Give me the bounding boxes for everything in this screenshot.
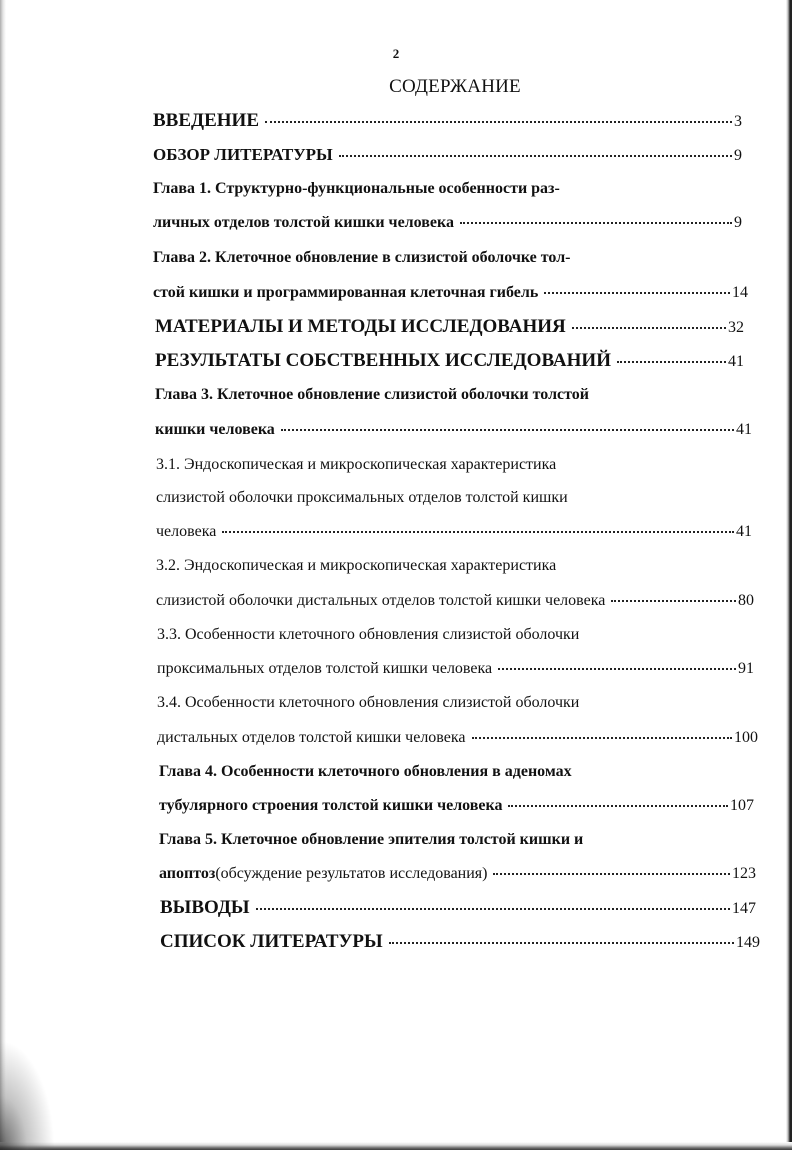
toc-entry-section-3-2-line-1[interactable] xyxy=(156,557,556,575)
toc-entry-text: дистальных отделов толстой кишки человека xyxy=(157,729,466,746)
toc-entry-text: СПИСОК ЛИТЕРАТУРЫ xyxy=(160,931,383,952)
toc-leader-dots xyxy=(472,737,733,739)
toc-entry-results[interactable] xyxy=(155,350,744,372)
toc-title: СОДЕРЖАНИЕ xyxy=(389,76,521,97)
toc-entry-chapter-1-line-2[interactable] xyxy=(153,214,742,232)
toc-entry-text: ВВЕДЕНИЕ xyxy=(153,110,259,131)
toc-entry-page: 107 xyxy=(730,797,754,814)
toc-entry-page: 149 xyxy=(736,934,760,951)
toc-entry-chapter-2-line-1[interactable] xyxy=(153,249,571,267)
toc-entry-text: Глава 4. Особенности клеточного обновления в аденомах xyxy=(159,763,572,780)
scan-right-edge xyxy=(786,0,792,1150)
toc-entry-section-3-4-line-1[interactable] xyxy=(157,694,579,712)
toc-entry-chapter-4-line-1[interactable] xyxy=(159,763,572,781)
toc-leader-dots xyxy=(544,292,730,294)
toc-entry-text: слизистой оболочки дистальных отделов толстой кишки человека xyxy=(156,592,606,609)
toc-entry-section-3-1-line-2[interactable] xyxy=(156,489,568,507)
toc-entry-page: 41 xyxy=(728,353,744,370)
toc-entry-text: кишки человека xyxy=(155,421,275,438)
toc-entry-text: ОБЗОР ЛИТЕРАТУРЫ xyxy=(153,145,333,164)
toc-entry-materials-methods[interactable] xyxy=(155,316,744,338)
toc-leader-dots xyxy=(222,531,734,533)
toc-entry-page: 41 xyxy=(736,421,752,438)
toc-entry-section-3-1-line-1[interactable] xyxy=(156,456,556,474)
toc-entry-page: 100 xyxy=(734,729,758,746)
toc-entry-section-3-3-line-2[interactable] xyxy=(157,660,754,678)
toc-entry-text: тубулярного строения толстой кишки человека xyxy=(159,797,503,814)
toc-entry-text: 3.2. Эндоскопическая и микроскопическая характеристика xyxy=(156,557,557,574)
toc-entry-chapter-2-line-2[interactable] xyxy=(153,284,748,302)
toc-entry-chapter-4-line-2[interactable] xyxy=(159,797,754,815)
toc-leader-dots xyxy=(256,908,730,910)
toc-leader-dots xyxy=(493,873,730,875)
toc-entry-page: 14 xyxy=(732,284,748,301)
toc-entry-page: 3 xyxy=(734,113,742,130)
scan-left-edge xyxy=(0,0,6,1150)
toc-leader-dots xyxy=(389,942,734,944)
toc-leader-dots xyxy=(498,668,736,670)
toc-entry-text: Глава 1. Структурно-функциональные особенности раз- xyxy=(153,180,560,197)
toc-entry-chapter-3-line-2[interactable] xyxy=(155,421,752,439)
toc-entry-text-suffix: (обсуждение результатов исследования) xyxy=(215,865,488,882)
toc-entry-text: РЕЗУЛЬТАТЫ СОБСТВЕННЫХ ИССЛЕДОВАНИЙ xyxy=(155,350,611,371)
toc-entry-conclusions[interactable] xyxy=(160,897,756,919)
scan-corner-shadow xyxy=(0,1040,55,1150)
toc-entry-chapter-5-line-2[interactable] xyxy=(159,865,756,883)
toc-entry-page: 9 xyxy=(734,147,742,164)
toc-entry-references[interactable] xyxy=(160,931,760,953)
toc-entry-text: Глава 3. Клеточное обновление слизистой оболочки толстой xyxy=(155,386,590,403)
toc-entry-text: человека xyxy=(156,523,217,540)
toc-leader-dots xyxy=(281,429,734,431)
toc-entry-text: 3.1. Эндоскопическая и микроскопическая характеристика xyxy=(156,456,557,473)
toc-entry-page: 147 xyxy=(732,900,756,917)
toc-entry-chapter-1-line-1[interactable] xyxy=(153,180,560,198)
toc-entry-text: МАТЕРИАЛЫ И МЕТОДЫ ИССЛЕДОВАНИЯ xyxy=(155,316,566,337)
toc-entry-text: Глава 2. Клеточное обновление в слизистой оболочке тол- xyxy=(153,249,571,266)
toc-entry-section-3-4-line-2[interactable] xyxy=(157,729,758,747)
toc-entry-text: проксимальных отделов толстой кишки человека xyxy=(157,660,493,677)
toc-entry-introduction[interactable] xyxy=(153,110,742,132)
toc-entry-section-3-1-line-3[interactable] xyxy=(156,523,752,541)
toc-entry-page: 80 xyxy=(738,592,754,609)
toc-entry-text: 3.4. Особенности клеточного обновления слизистой оболочки xyxy=(157,694,580,711)
toc-entry-text: апоптоз xyxy=(159,865,216,882)
toc-leader-dots xyxy=(572,327,726,329)
toc-entry-page: 9 xyxy=(734,214,742,231)
toc-entry-page: 41 xyxy=(736,523,752,540)
toc-leader-dots xyxy=(339,155,732,157)
toc-leader-dots xyxy=(265,121,732,123)
toc-entry-page: 32 xyxy=(728,319,744,336)
toc-entry-chapter-3-line-1[interactable] xyxy=(155,386,589,404)
toc-leader-dots xyxy=(617,361,726,363)
toc-leader-dots xyxy=(460,222,732,224)
toc-entry-literature-review[interactable] xyxy=(153,145,742,165)
toc-entry-text: стой кишки и программированная клеточная гибель xyxy=(153,284,539,301)
toc-entry-section-3-2-line-2[interactable] xyxy=(156,592,754,610)
toc-entry-text: Глава 5. Клеточное обновление эпителия толстой кишки и xyxy=(159,831,584,848)
toc-leader-dots xyxy=(508,805,728,807)
toc-entry-chapter-5-line-1[interactable] xyxy=(159,831,583,849)
toc-entry-page: 123 xyxy=(732,865,756,882)
toc-entry-page: 91 xyxy=(738,660,754,677)
scan-bottom-edge xyxy=(0,1142,792,1150)
page-number: 2 xyxy=(392,46,400,61)
toc-leader-dots xyxy=(611,600,736,602)
toc-entry-text: 3.3. Особенности клеточного обновления слизистой оболочки xyxy=(157,626,580,643)
toc-entry-section-3-3-line-1[interactable] xyxy=(157,626,579,644)
toc-entry-text: ВЫВОДЫ xyxy=(160,897,250,918)
toc-entry-text: личных отделов толстой кишки человека xyxy=(153,214,454,231)
toc-entry-text: слизистой оболочки проксимальных отделов толстой кишки xyxy=(156,489,568,506)
